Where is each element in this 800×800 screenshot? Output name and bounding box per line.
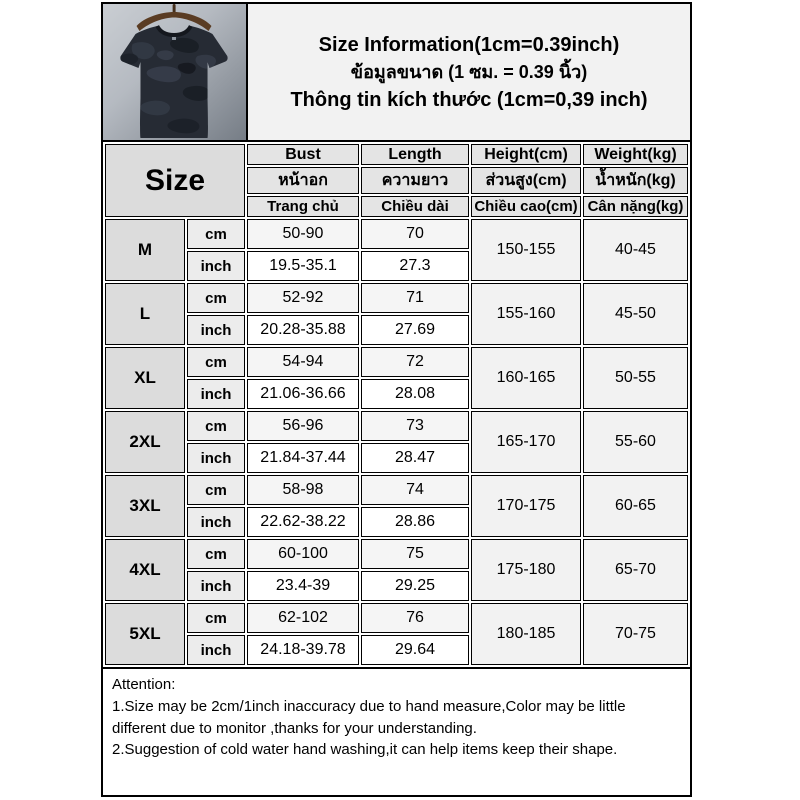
- length-cm-value: 74: [361, 475, 469, 505]
- size-label: 3XL: [105, 475, 185, 537]
- weight-value: 45-50: [583, 283, 688, 345]
- size-label: 2XL: [105, 411, 185, 473]
- col-header-height-vi: Chiều cao(cm): [471, 196, 581, 217]
- attention-box: [103, 667, 690, 795]
- unit-label-cm: cm: [187, 347, 245, 377]
- header-row-en: [105, 144, 688, 165]
- bust-inch-value: 21.84-37.44: [247, 443, 359, 473]
- unit-label-inch: inch: [187, 635, 245, 665]
- size-label: M: [105, 219, 185, 281]
- unit-label-cm: cm: [187, 411, 245, 441]
- unit-label-cm: cm: [187, 603, 245, 633]
- unit-label-cm: cm: [187, 283, 245, 313]
- col-header-bust-vi: Trang chủ: [247, 196, 359, 217]
- length-cm-value: 75: [361, 539, 469, 569]
- title-thai: ข้อมูลขนาด (1 ซม. = 0.39 นิ้ว): [350, 61, 588, 82]
- product-photo: [103, 4, 248, 140]
- size-chart-sheet: [101, 2, 692, 797]
- col-header-weight-en: Weight(kg): [583, 144, 688, 165]
- height-value: 155-160: [471, 283, 581, 345]
- length-cm-value: 73: [361, 411, 469, 441]
- col-header-bust-en: Bust: [247, 144, 359, 165]
- table-row: [105, 347, 688, 377]
- bust-cm-value: 54-94: [247, 347, 359, 377]
- neck-tag: [172, 37, 176, 40]
- bust-inch-value: 21.06-36.66: [247, 379, 359, 409]
- unit-label-inch: inch: [187, 443, 245, 473]
- table-row: [105, 475, 688, 505]
- weight-value: 65-70: [583, 539, 688, 601]
- bust-inch-value: 19.5-35.1: [247, 251, 359, 281]
- weight-value: 70-75: [583, 603, 688, 665]
- table-row: [105, 219, 688, 249]
- unit-label-inch: inch: [187, 507, 245, 537]
- title-block: [248, 4, 690, 140]
- table-row: [105, 539, 688, 569]
- col-header-length-vi: Chiều dài: [361, 196, 469, 217]
- bust-inch-value: 24.18-39.78: [247, 635, 359, 665]
- tshirt-on-hanger-image: [103, 4, 246, 140]
- bust-cm-value: 60-100: [247, 539, 359, 569]
- height-value: 165-170: [471, 411, 581, 473]
- bust-cm-value: 62-102: [247, 603, 359, 633]
- unit-label-inch: inch: [187, 379, 245, 409]
- col-header-height-en: Height(cm): [471, 144, 581, 165]
- col-header-bust-th: หน้าอก: [247, 167, 359, 194]
- bust-inch-value: 23.4-39: [247, 571, 359, 601]
- length-inch-value: 29.25: [361, 571, 469, 601]
- size-header-cell: Size: [105, 144, 245, 217]
- col-header-height-th: ส่วนสูง(cm): [471, 167, 581, 194]
- length-cm-value: 76: [361, 603, 469, 633]
- bust-inch-value: 22.62-38.22: [247, 507, 359, 537]
- table-row: [105, 411, 688, 441]
- length-cm-value: 71: [361, 283, 469, 313]
- bust-cm-value: 58-98: [247, 475, 359, 505]
- size-label: 5XL: [105, 603, 185, 665]
- attention-note: 2.Suggestion of cold water hand washing,it can help items keep their shape.: [112, 741, 618, 759]
- banner: [103, 4, 690, 142]
- height-value: 170-175: [471, 475, 581, 537]
- weight-value: 60-65: [583, 475, 688, 537]
- title-english: Size Information(1cm=0.39inch): [318, 33, 620, 56]
- length-cm-value: 70: [361, 219, 469, 249]
- length-inch-value: 28.08: [361, 379, 469, 409]
- weight-value: 40-45: [583, 219, 688, 281]
- title-vietnamese: Thông tin kích thước (1cm=0,39 inch): [290, 88, 648, 111]
- height-value: 175-180: [471, 539, 581, 601]
- weight-value: 55-60: [583, 411, 688, 473]
- table-row: [105, 603, 688, 633]
- size-label: XL: [105, 347, 185, 409]
- length-inch-value: 29.64: [361, 635, 469, 665]
- bust-cm-value: 50-90: [247, 219, 359, 249]
- attention-note: 1.Size may be 2cm/1inch inaccuracy due to hand measure,Color may be little different due to monitor ,thanks for your understanding.: [112, 697, 626, 737]
- table-row: [105, 283, 688, 313]
- col-header-length-en: Length: [361, 144, 469, 165]
- size-label: 4XL: [105, 539, 185, 601]
- attention-heading: Attention:: [112, 676, 176, 693]
- col-header-weight-th: น้ำหนัก(kg): [583, 167, 688, 194]
- length-cm-value: 72: [361, 347, 469, 377]
- bust-inch-value: 20.28-35.88: [247, 315, 359, 345]
- height-value: 160-165: [471, 347, 581, 409]
- unit-label-cm: cm: [187, 539, 245, 569]
- length-inch-value: 28.86: [361, 507, 469, 537]
- unit-label-inch: inch: [187, 251, 245, 281]
- col-header-length-th: ความยาว: [361, 167, 469, 194]
- col-header-weight-vi: Cân nặng(kg): [583, 196, 688, 217]
- size-label: L: [105, 283, 185, 345]
- length-inch-value: 27.69: [361, 315, 469, 345]
- unit-label-cm: cm: [187, 219, 245, 249]
- bust-cm-value: 52-92: [247, 283, 359, 313]
- length-inch-value: 27.3: [361, 251, 469, 281]
- unit-label-inch: inch: [187, 571, 245, 601]
- bust-cm-value: 56-96: [247, 411, 359, 441]
- size-table: [103, 142, 690, 667]
- length-inch-value: 28.47: [361, 443, 469, 473]
- height-value: 180-185: [471, 603, 581, 665]
- unit-label-cm: cm: [187, 475, 245, 505]
- weight-value: 50-55: [583, 347, 688, 409]
- height-value: 150-155: [471, 219, 581, 281]
- unit-label-inch: inch: [187, 315, 245, 345]
